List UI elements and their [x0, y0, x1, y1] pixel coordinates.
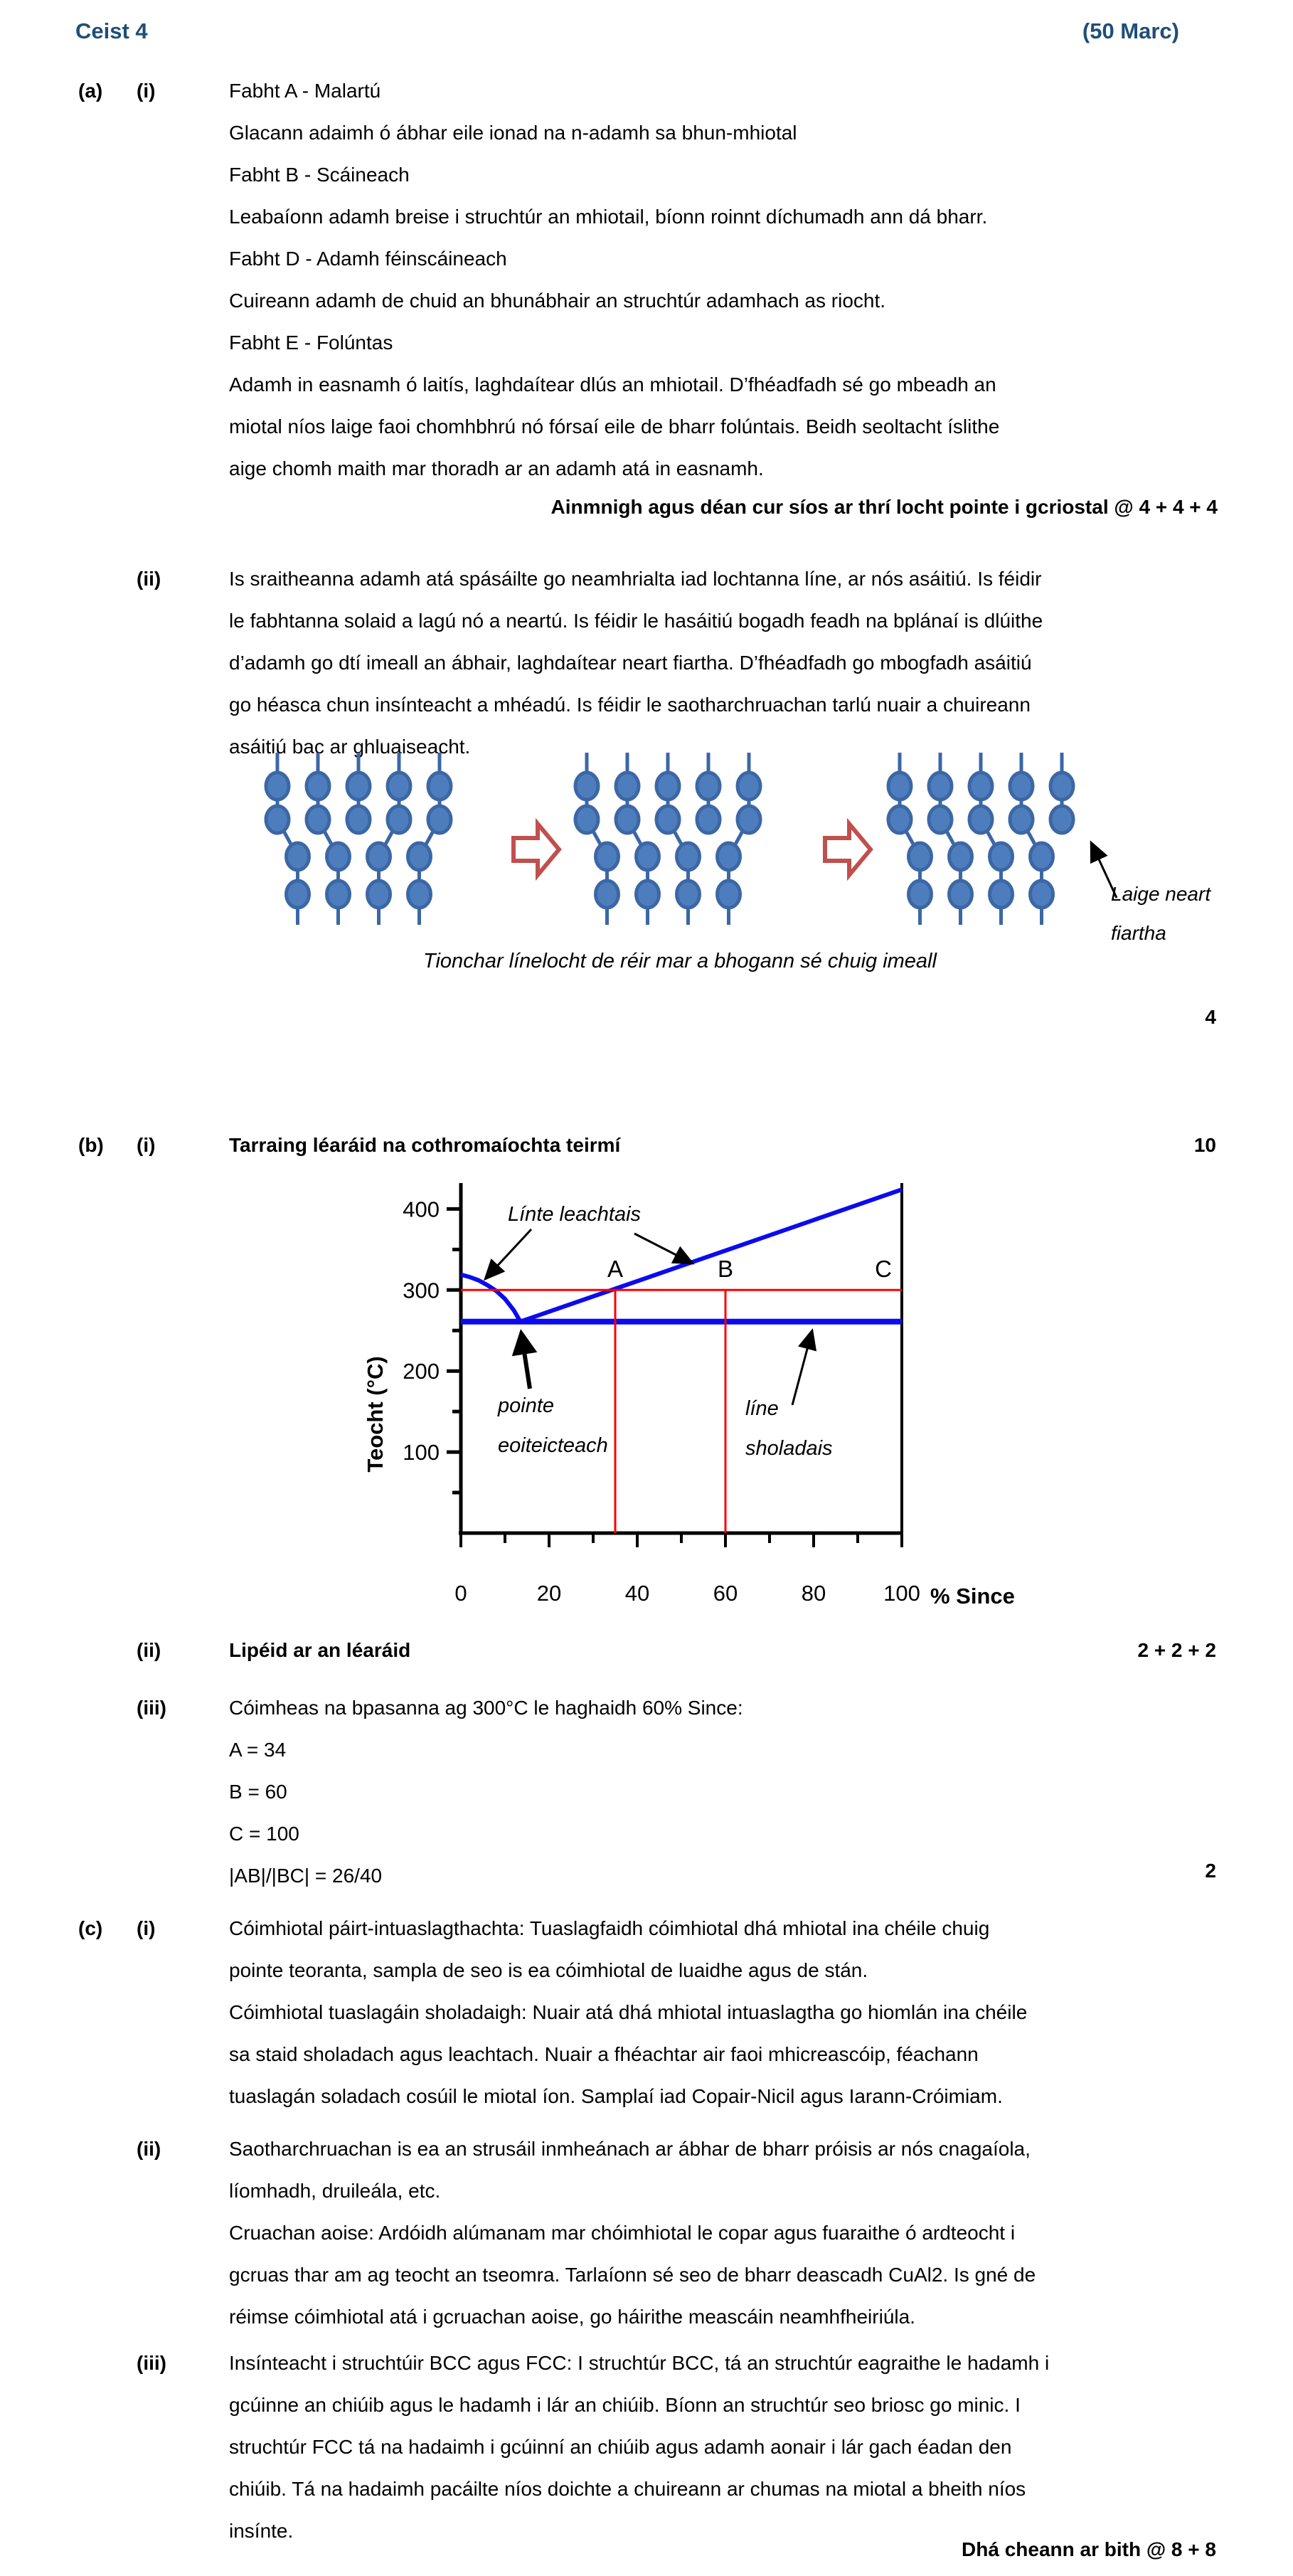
phase-diagram-chart [306, 1174, 1024, 1622]
text-line: gcruas thar am ag teocht an tseomra. Tarlaíonn sé seo de bharr deascadh CuAl2. Is gné de [229, 2264, 1036, 2286]
text-line: Insínteacht i struchtúir BCC agus FCC: I struchtúr BCC, tá an struchtúr eagraithe le hadamh i [229, 2352, 1050, 2374]
part-c-label: (c) [78, 1917, 103, 1939]
text-line: Cóimheas na bpasanna ag 300°C le haghaidh 60% Since: [229, 1697, 743, 1719]
part-b-ii-label: (ii) [137, 1639, 161, 1661]
part-a-ii-text [229, 558, 1043, 768]
part-a-i-marking-note: Ainmnigh agus déan cur síos ar thrí locht pointe i gcriostal @ 4 + 4 + 4 [550, 496, 1218, 518]
text-line: insínte. [229, 2520, 294, 2542]
text-line: gcúinne an chiúib agus le hadamh i lár an chiúib. Bíonn an struchtúr seo briosc go minic. I [229, 2394, 1021, 2416]
text-line: chiúib. Tá na hadaimh pacáilte níos doichte a chuireann ar chumas na miotal a bheith níos [229, 2478, 1026, 2500]
text-line: |AB|/|BC| = 26/40 [229, 1865, 383, 1887]
part-c-ii-label: (ii) [137, 2138, 161, 2160]
point-label-C: C [875, 1256, 892, 1282]
figure-annotation-line: Laige neart [1111, 883, 1211, 905]
text-line: Leabaíonn adamh breise i struchtúr an mhiotail, bíonn roinnt díchumadh ann dá bharr. [229, 206, 988, 228]
part-c-iii-label: (iii) [137, 2352, 166, 2374]
svg-text:200: 200 [403, 1359, 440, 1384]
svg-text:0: 0 [454, 1581, 467, 1606]
part-c-i-label: (i) [137, 1917, 156, 1939]
text-line: Fabht D - Adamh féinscáineach [229, 248, 507, 270]
part-b-label: (b) [78, 1134, 104, 1156]
figure-caption: Tionchar línelocht de réir mar a bhogann sé chuig imeall [423, 950, 937, 972]
text-line: aige chomh maith mar thoradh ar an adamh atá in easnamh. [229, 457, 764, 479]
text-line: le fabhtanna solaid a lagú nó a neartú. Is féidir le hasáitiú bogadh feadh na bplánaí is dlúithe [229, 610, 1043, 632]
part-b-i-marks: 10 [1193, 1134, 1216, 1156]
svg-text:40: 40 [624, 1581, 650, 1606]
text-line: pointe teoranta, sampla de seo is ea cóimhiotal de luaidhe agus de stán. [229, 1959, 868, 1981]
text-line: C = 100 [229, 1823, 299, 1845]
part-c-iii-marks: Dhá cheann ar bith @ 8 + 8 [962, 2538, 1216, 2560]
text-line: tuaslagán soladach cosúil le miotal íon. Samplaí iad Copair-Nicil agus Iarann-Cróimiam. [229, 2085, 1003, 2107]
text-line: Is sraitheanna adamh atá spásáilte go neamhrialta iad lochtanna líne, ar nós asáitiú. Is féidir [229, 568, 1042, 590]
part-b-iii-label: (iii) [137, 1697, 166, 1719]
solidus-annotation [745, 1389, 833, 1468]
text-line: miotal níos laige faoi chomhbhrú nó fórsaí eile de bharr folúntais. Beidh seoltacht íslithe [229, 415, 1000, 438]
text-line: Adamh in easnamh ó laitís, laghdaítear dlús an mhiotail. D’fhéadfadh sé go mbeadh an [229, 373, 996, 396]
part-a-label: (a) [78, 80, 103, 102]
part-c-iii-text [229, 2342, 1049, 2552]
text-line: sa staid sholadach agus leachtach. Nuair a fhéachtar air faoi mhicreascóip, féachann [229, 2043, 979, 2065]
part-b-i-label: (i) [137, 1134, 156, 1156]
part-c-ii-text [229, 2128, 1036, 2338]
text-line: B = 60 [229, 1781, 287, 1803]
svg-text:20: 20 [536, 1581, 562, 1606]
text-line: Cóimhiotal tuaslagáin sholadaigh: Nuair atá dhá mhiotal intuaslagtha go hiomlán ina chéile [229, 2001, 1028, 2023]
part-b-i-heading: Tarraing léaráid na cothromaíochta teirmí [229, 1134, 621, 1156]
liquidus-annotation: Línte leachtais [508, 1203, 642, 1226]
text-line: asáitiú bac ar ghluaiseacht. [229, 736, 471, 758]
solidus-annotation-line: sholadais [745, 1437, 833, 1460]
text-line: Cóimhiotal páirt-intuaslagthachta: Tuaslagfaidh cóimhiotal dhá mhiotal ina chéile chuig [229, 1917, 990, 1939]
text-line: Fabht B - Scáineach [229, 164, 410, 186]
svg-text:300: 300 [403, 1278, 440, 1303]
y-axis-title: Teocht (°C) [363, 1356, 388, 1473]
part-a-i-text [229, 70, 999, 489]
text-line: Fabht E - Folúntas [229, 332, 393, 354]
text-line: Cuireann adamh de chuid an bhunábhair an struchtúr adamhach as riocht. [229, 290, 886, 312]
svg-text:100: 100 [403, 1440, 440, 1465]
text-line: go héasca chun insínteacht a mhéadú. Is féidir le saotharchruachan tarlú nuair a chuireann [229, 694, 1031, 716]
point-label-A: A [607, 1256, 623, 1282]
total-marks: (50 Marc) [1082, 18, 1179, 43]
solidus-annotation-line: líne [745, 1397, 779, 1420]
page-title: Ceist 4 [75, 18, 148, 43]
svg-text:80: 80 [801, 1581, 826, 1606]
text-line: Glacann adaimh ó ábhar eile ionad na n-adamh sa bhun-mhiotal [229, 122, 797, 144]
part-a-ii-marks: 4 [1205, 1006, 1216, 1028]
part-b-iii-text [229, 1687, 743, 1897]
text-line: Saotharchruachan is ea an strusáil inmheánach ar ábhar de bharr próisis ar nós cnagaíola, [229, 2138, 1031, 2160]
text-line: A = 34 [229, 1739, 287, 1761]
text-line: réimse cóimhiotal atá i gcruachan aoise, go háirithe meascáin neamhfheiriúla. [229, 2306, 915, 2328]
text-line: líomhadh, druileála, etc. [229, 2180, 441, 2202]
eutectic-annotation-line: pointe [498, 1394, 555, 1417]
text-line: d’adamh go dtí imeall an ábhair, laghdaítear neart fiartha. D’fhéadfadh go mbogfadh asáitiú [229, 652, 1032, 674]
svg-text:60: 60 [713, 1581, 738, 1606]
point-label-B: B [717, 1256, 733, 1282]
svg-text:400: 400 [403, 1197, 440, 1222]
x-axis-title: % Since [930, 1584, 1015, 1608]
text-line: Fabht A - Malartú [229, 80, 381, 102]
svg-text:100: 100 [883, 1581, 920, 1606]
text-line: struchtúr FCC tá na hadaimh i gcúinní an chiúib agus adamh aonair i lár gach éadan den [229, 2436, 1012, 2458]
part-b-ii-marks: 2 + 2 + 2 [1137, 1639, 1216, 1661]
part-a-ii-label: (ii) [137, 568, 161, 590]
figure-annotation [1111, 874, 1210, 953]
part-b-iii-marks: 2 [1205, 1860, 1216, 1882]
figure-annotation-line: fiartha [1111, 922, 1166, 944]
eutectic-annotation [498, 1386, 608, 1465]
eutectic-annotation-line: eoiteicteach [498, 1434, 608, 1457]
part-c-i-text [229, 1907, 1027, 2117]
text-line: Cruachan aoise: Ardóidh alúmanam mar chóimhiotal le copar agus fuaraithe ó ardteocht i [229, 2222, 1016, 2244]
part-b-ii-heading: Lipéid ar an léaráid [229, 1639, 411, 1661]
part-a-i-label: (i) [137, 80, 156, 102]
